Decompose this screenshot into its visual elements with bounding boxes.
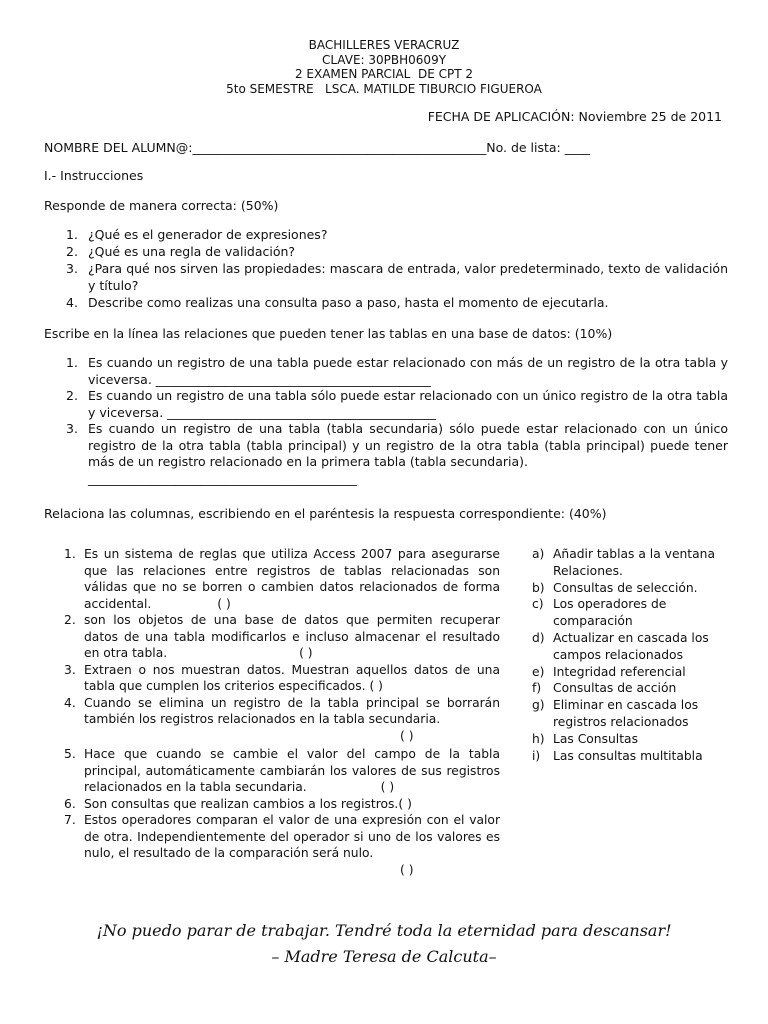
matching-option: a) Añadir tablas a la ventana Relaciones.: [532, 547, 715, 578]
matching-option: e) Integridad referencial: [532, 664, 686, 679]
matching-option: d) Actualizar en cascada los campos relacionados: [532, 630, 709, 662]
quote-text: ¡No puedo parar de trabajar. Tendré toda la eternidad para descansar!: [96, 921, 672, 940]
answer-parenthesis: ( ): [400, 862, 414, 877]
exam-header: [0, 38, 768, 96]
exam-title: 2 EXAMEN PARCIAL DE CPT 2: [294, 67, 474, 81]
matching-option: i) Las consultas multitabla: [532, 748, 703, 763]
matching-statement: 7. Estos operadores comparan el valor de una expresión con el valor de otra. Independientemente del operador si uno de los valores es nulo, el resultado de la comparación será nulo. ( ): [64, 813, 500, 877]
question-item: 2. ¿Qué es una regla de validación?: [66, 244, 296, 259]
school-code: CLAVE: 30PBH0609Y: [321, 52, 447, 67]
quote-author: – Madre Teresa de Calcuta–: [271, 947, 497, 966]
question-item: 3. ¿Para qué nos sirven las propiedades: mascara de entrada, valor predeterminado, texto de validación y título?: [66, 261, 728, 293]
list-number-label: No. de lista: ____: [486, 140, 590, 155]
part1-questions: [66, 226, 728, 311]
part3-prompt: Relaciona las columnas, escribiendo en el paréntesis la respuesta correspondiente: (40%): [44, 506, 607, 521]
matching-left-column: [64, 546, 500, 878]
matching-statement: 4. Cuando se elimina un registro de la tabla principal se borrarán también los registros relacionados en la tabla secundaria. ( ): [64, 695, 500, 743]
part2-questions: [66, 355, 728, 487]
relation-item: 3. Es cuando un registro de una tabla (tabla secundaria) sólo puede estar relacionado con un único registro de la otra tabla (tabla principal) y un registro de la otra tabla (tabla principal) puede tener más de un registro relacionado en la primera tabla (tabla secundaria). ___________________________________________: [66, 421, 728, 486]
matching-option: g) Eliminar en cascada los registros relacionados: [532, 698, 699, 729]
answer-parenthesis: ( ): [299, 646, 313, 660]
answer-parenthesis: ( ): [217, 596, 231, 611]
answer-parenthesis: ( ): [400, 728, 414, 743]
closing-quote: [0, 918, 768, 970]
application-date: FECHA DE APLICACIÓN: Noviembre 25 de 2011: [427, 109, 722, 124]
part2-prompt: Escribe en la línea las relaciones que pueden tener las tablas en una base de datos: (10%): [44, 326, 613, 341]
matching-right-column: [532, 546, 742, 764]
matching-statement: 2. son los objetos de una base de datos que permiten recuperar datos de una tabla modificarlos e incluso almacenar el resultado en otra tabla. ( ): [64, 613, 500, 660]
answer-parenthesis: ( ): [398, 796, 412, 811]
matching-statement: 3. Extraen o nos muestran datos. Muestran aquellos datos de una tabla que cumplen los criterios especificados. ( ): [64, 662, 500, 693]
answer-parenthesis: ( ): [369, 679, 383, 693]
matching-statement: 1. Es un sistema de reglas que utiliza Access 2007 para asegurarse que las relaciones entre registros de tablas relacionadas son válidas que no se borren o cambien datos relacionados de forma accidental. ( ): [64, 547, 500, 611]
matching-statement: 5. Hace que cuando se cambie el valor del campo de la tabla principal, automáticamente cambiarán los valores de sus registros relacionados en la tabla secundaria. ( ): [64, 747, 500, 794]
answer-parenthesis: ( ): [380, 780, 395, 794]
matching-option: f) Consultas de acción: [532, 681, 677, 696]
question-item: 1. ¿Qué es el generador de expresiones?: [66, 227, 328, 242]
question-item: 4. Describe como realizas una consulta paso a paso, hasta el momento de ejecutarla.: [66, 295, 609, 310]
matching-option: c) Los operadores de comparación: [532, 597, 667, 629]
relation-item: 2. Es cuando un registro de una tabla sólo puede estar relacionado con un único registro de la otra tabla y viceversa. ___________________________________________: [66, 388, 728, 420]
part1-prompt: Responde de manera correcta: (50%): [44, 198, 279, 213]
relation-item: 1. Es cuando un registro de una tabla puede estar relacionado con más de un registro de la otra tabla y viceversa. ____________________________________________: [66, 355, 728, 387]
matching-option: h) Las Consultas: [532, 731, 638, 746]
school-name: BACHILLERES VERACRUZ: [308, 38, 460, 52]
answer-blank: ___________________________________________: [167, 404, 436, 420]
semester-teacher: 5to SEMESTRE LSCA. MATILDE TIBURCIO FIGUEROA: [226, 81, 542, 96]
answer-blank: ___________________________________________: [88, 470, 357, 486]
student-name-line: [44, 140, 590, 155]
instructions-heading: I.- Instrucciones: [44, 168, 144, 183]
student-name-label: NOMBRE DEL ALUMN@:_______________________________________________: [44, 140, 487, 155]
matching-option: b) Consultas de selección.: [532, 580, 698, 595]
answer-blank: ____________________________________________: [155, 371, 431, 387]
matching-statement: 6. Son consultas que realizan cambios a los registros.( ): [64, 796, 412, 811]
